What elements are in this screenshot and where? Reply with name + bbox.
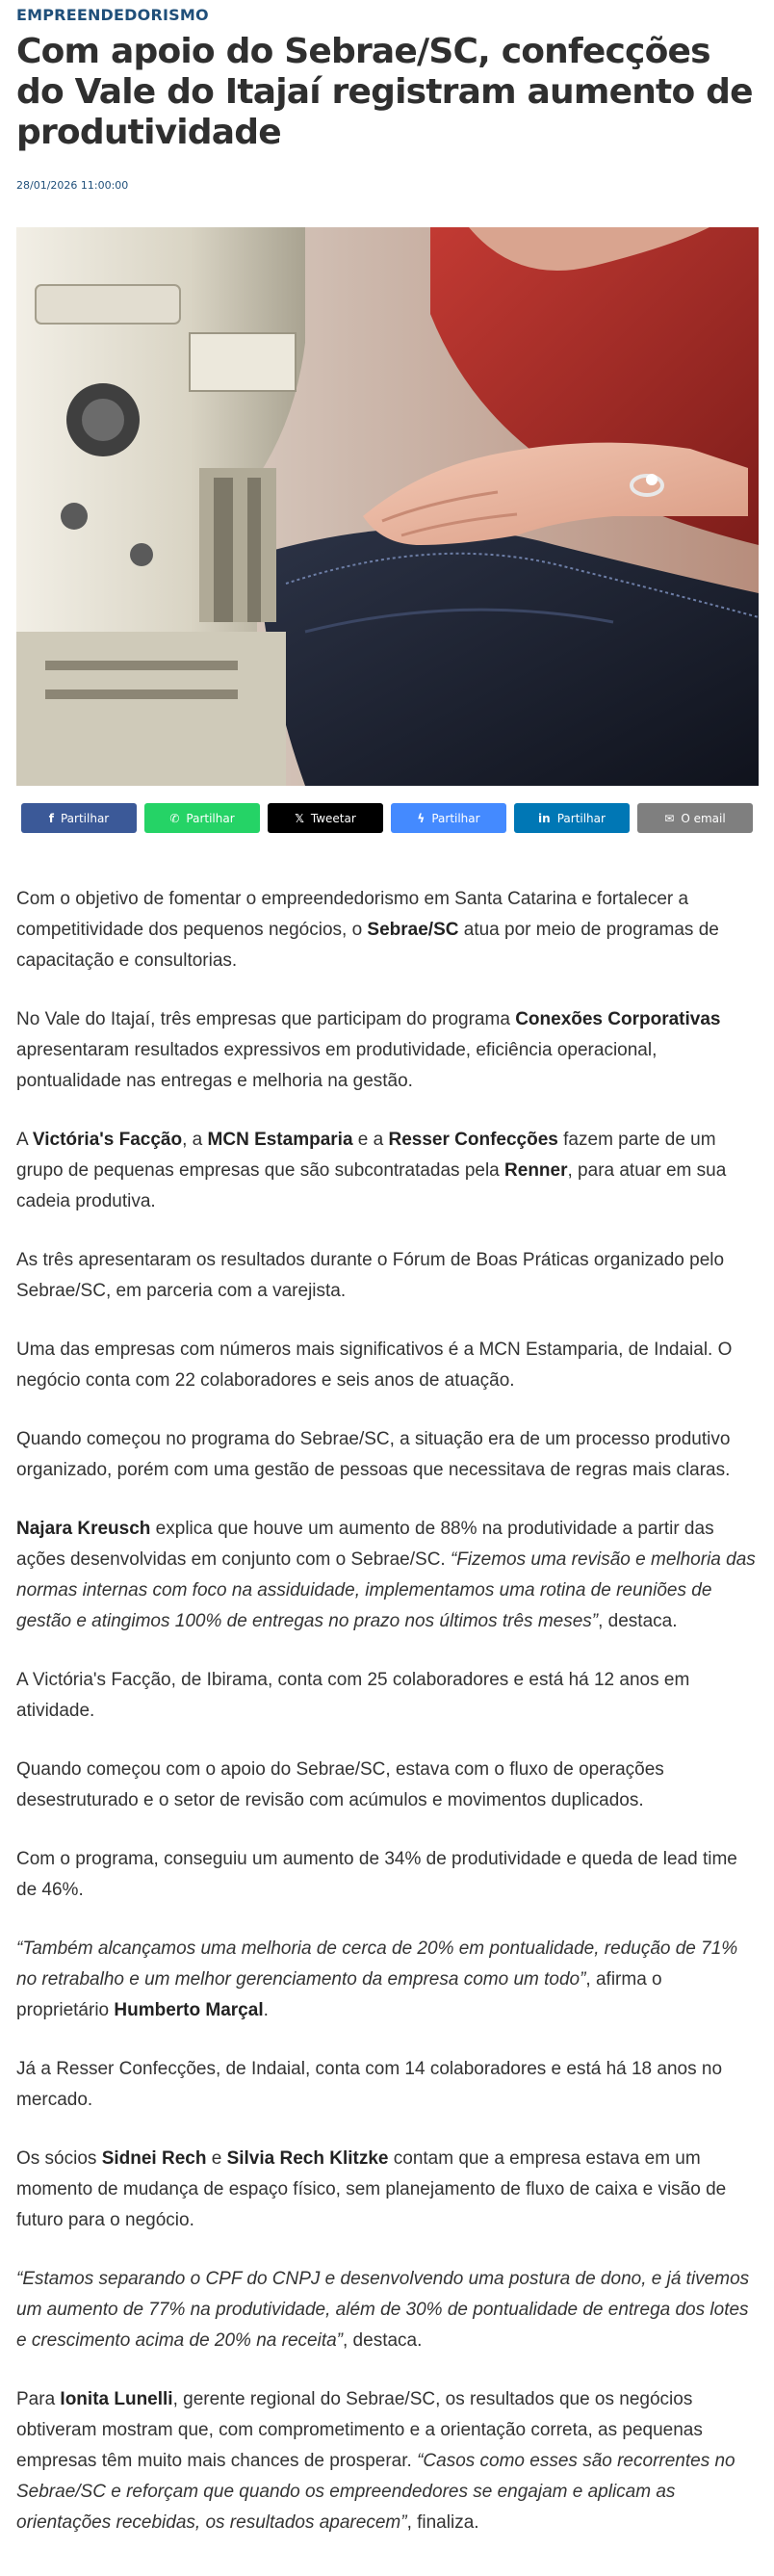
paragraph-text: , destaca. (598, 1611, 678, 1631)
messenger-icon: ϟ (417, 811, 426, 825)
paragraph-text: A (16, 1130, 33, 1150)
article-paragraph (16, 1844, 758, 1906)
share-x-button[interactable] (268, 803, 383, 833)
paragraph-text: Já a Resser Confecções, de Indaial, conta com 14 colaboradores e está há 18 anos no mercado. (16, 2059, 723, 2110)
share-messenger-button[interactable] (391, 803, 506, 833)
article-headline: Com apoio do Sebrae/SC, confecções do Vale do Itajaí registram aumento de produtividade (16, 32, 753, 152)
article-paragraph (16, 1245, 758, 1307)
paragraph-text: e a (352, 1130, 389, 1150)
paragraph-text: Com o programa, conseguiu um aumento de 34% de produtividade e queda de lead time de 46%. (16, 1849, 737, 1900)
paragraph-text: , finaliza. (406, 2512, 479, 2533)
article-paragraph (16, 2264, 758, 2356)
paragraph-text: apresentaram resultados expressivos em produtividade, eficiência operacional, pontualidade nas entregas e melhoria na gestão. (16, 1040, 658, 1091)
hero-photo (16, 227, 759, 786)
publish-date: 28/01/2026 11:00:00 (16, 179, 129, 192)
article-paragraph (16, 2384, 758, 2538)
article-paragraph (16, 884, 758, 976)
quote-text: “Também alcançamos uma melhoria de cerca de 20% em pontualidade, redução de 71% no retrabalho e um melhor gerenciamento da empresa como um todo” (16, 1939, 738, 1990)
bold-text: Najara Kreusch (16, 1519, 151, 1539)
paragraph-text: As três apresentaram os resultados durante o Fórum de Boas Práticas organizado pelo Sebrae/SC, em parceria com a varejista. (16, 1250, 725, 1301)
bold-text: MCN Estamparia (207, 1130, 353, 1150)
article-paragraph (16, 1004, 758, 1097)
quote-text: “Casos como esses são recorrentes no Sebrae/SC e reforçam que quando os empreendedores se engajam e aplicam as orientações recebidas, os resultados aparecem” (16, 2451, 735, 2533)
x-icon: 𝕏 (295, 811, 304, 825)
paragraph-text: , destaca. (343, 2330, 423, 2351)
paragraph-text: No Vale do Itajaí, três empresas que participam do programa (16, 1009, 516, 1029)
share-messenger-label: Partilhar (431, 811, 480, 825)
paragraph-text: Com o objetivo de fomentar o empreendedorismo em Santa Catarina e fortalecer a competitividade dos pequenos negócios, o (16, 889, 689, 940)
article-paragraph (16, 1125, 758, 1217)
share-facebook-button[interactable] (21, 803, 137, 833)
category-label[interactable]: EMPREENDEDORISMO (16, 6, 209, 24)
paragraph-text: . (263, 2000, 269, 2020)
email-icon: ✉ (664, 811, 675, 825)
paragraph-text: Quando começou com o apoio do Sebrae/SC, estava com o fluxo de operações desestruturado e o setor de revisão com acúmulos e movimentos duplicados. (16, 1759, 664, 1810)
paragraph-text: , gerente regional do Sebrae/SC, os resultados que os negócios obtiveram mostram que, com comprometimento e a orientação correta, as pequenas empresas têm muito mais chances de prosperar. (16, 2389, 703, 2471)
paragraph-text: , afirma o proprietário (16, 1969, 662, 2020)
paragraph-text: atua por meio de programas de capacitação e consultorias. (16, 920, 719, 971)
article-paragraph (16, 1424, 758, 1486)
article-paragraph (16, 1335, 758, 1396)
paragraph-text: contam que a empresa estava em um momento de mudança de espaço físico, sem planejamento de fluxo de caixa e visão de futuro para o negócio. (16, 2148, 727, 2230)
sewing-machine-photo (16, 227, 759, 786)
article-paragraph (16, 1514, 758, 1637)
paragraph-text: fazem parte de um grupo de pequenas empresas que são subcontratadas pela (16, 1130, 716, 1181)
paragraph-text: Os sócios (16, 2148, 102, 2169)
share-email-button[interactable] (637, 803, 753, 833)
article-paragraph (16, 2054, 758, 2116)
linkedin-icon: in (538, 811, 551, 825)
paragraph-text: A Victória's Facção, de Ibirama, conta com 25 colaboradores e está há 12 anos em atividade. (16, 1670, 690, 1721)
paragraph-text: , para atuar em sua cadeia produtiva. (16, 1160, 727, 1211)
bold-text: Renner (504, 1160, 568, 1181)
share-facebook-label: Partilhar (60, 811, 110, 825)
bold-text: Resser Confecções (388, 1130, 558, 1150)
share-x-label: Tweetar (310, 811, 356, 825)
share-linkedin-button[interactable] (514, 803, 630, 833)
quote-text: “Fizemos uma revisão e melhoria das normas internas com foco na assiduidade, implementamos uma rotina de reuniões de gestão e atingimos 100% de entregas no prazo nos últimos três meses” (16, 1549, 756, 1631)
share-whatsapp-label: Partilhar (186, 811, 235, 825)
article-paragraph (16, 2144, 758, 2236)
share-buttons (21, 803, 753, 833)
paragraph-text: explica que houve um aumento de 88% na produtividade a partir das ações desenvolvidas em conjunto com o Sebrae/SC. (16, 1519, 714, 1570)
bold-text: Conexões Corporativas (515, 1009, 721, 1029)
share-linkedin-label: Partilhar (556, 811, 606, 825)
bold-text: Humberto Marçal (114, 2000, 264, 2020)
whatsapp-icon: ✆ (169, 811, 180, 825)
bold-text: Victória's Facção (32, 1130, 183, 1150)
share-email-label: O email (681, 811, 726, 825)
article-paragraph (16, 1755, 758, 1816)
article-body (16, 884, 758, 2566)
facebook-icon: f (48, 811, 54, 825)
bold-text: Silvia Rech Klitzke (226, 2148, 389, 2169)
paragraph-text: e (206, 2148, 227, 2169)
bold-text: Sidnei Rech (101, 2148, 207, 2169)
paragraph-text: , a (182, 1130, 208, 1150)
paragraph-text: Para (16, 2389, 61, 2409)
paragraph-text: Quando começou no programa do Sebrae/SC, a situação era de um processo produtivo organizado, porém com uma gestão de pessoas que necessitava de regras mais claras. (16, 1429, 731, 1480)
bold-text: Sebrae/SC (367, 920, 459, 940)
share-whatsapp-button[interactable] (144, 803, 260, 833)
article-paragraph (16, 1934, 758, 2026)
paragraph-text: Uma das empresas com números mais significativos é a MCN Estamparia, de Indaial. O negócio conta com 22 colaboradores e seis anos de atuação. (16, 1340, 733, 1391)
quote-text: “Estamos separando o CPF do CNPJ e desenvolvendo uma postura de dono, e já tivemos um aumento de 77% na produtividade, além de 30% de pontualidade de entrega dos lotes e crescimento acima de 20% na receita” (16, 2269, 750, 2351)
bold-text: Ionita Lunelli (60, 2389, 173, 2409)
article-paragraph (16, 1665, 758, 1727)
